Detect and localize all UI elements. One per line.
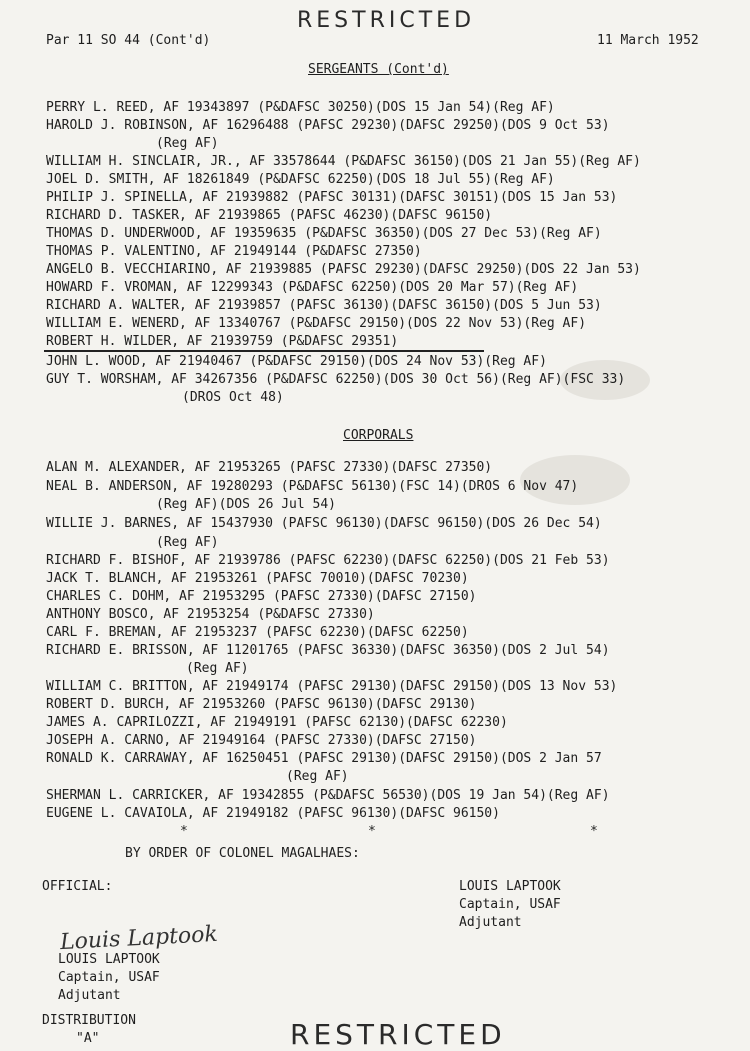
list-item: (Reg AF) bbox=[286, 769, 349, 784]
list-item: ALAN M. ALEXANDER, AF 21953265 (PAFSC 27330)(DAFSC 27350) bbox=[46, 460, 493, 475]
separator-star: * bbox=[368, 824, 376, 839]
list-item: JAMES A. CAPRILOZZI, AF 21949191 (PAFSC 62130)(DAFSC 62230) bbox=[46, 715, 508, 730]
list-item: RICHARD D. TASKER, AF 21939865 (PAFSC 46230)(DAFSC 96150) bbox=[46, 208, 493, 223]
list-item: ANGELO B. VECCHIARINO, AF 21939885 (PAFSC 29230)(DAFSC 29250)(DOS 22 Jan 53) bbox=[46, 262, 641, 277]
list-item: SHERMAN L. CARRICKER, AF 19342855 (P&DAFSC 56530)(DOS 19 Jan 54)(Reg AF) bbox=[46, 788, 610, 803]
list-item: ANTHONY BOSCO, AF 21953254 (P&DAFSC 27330) bbox=[46, 607, 375, 622]
signer-title-left: Adjutant bbox=[58, 988, 121, 1003]
strike-underline bbox=[44, 350, 484, 352]
handwritten-signature: Louis Laptook bbox=[59, 921, 219, 956]
list-item: ROBERT D. BURCH, AF 21953260 (PAFSC 96130)(DAFSC 29130) bbox=[46, 697, 477, 712]
signer-name-right: LOUIS LAPTOOK bbox=[459, 879, 561, 894]
list-item: WILLIE J. BARNES, AF 15437930 (PAFSC 96130)(DAFSC 96150)(DOS 26 Dec 54) bbox=[46, 516, 602, 531]
separator-star: * bbox=[590, 824, 598, 839]
order-reference: Par 11 SO 44 (Cont'd) bbox=[46, 33, 211, 48]
distribution-label: DISTRIBUTION bbox=[42, 1013, 136, 1028]
list-item: PERRY L. REED, AF 19343897 (P&DAFSC 30250)(DOS 15 Jan 54)(Reg AF) bbox=[46, 100, 555, 115]
list-item: NEAL B. ANDERSON, AF 19280293 (P&DAFSC 56130)(FSC 14)(DROS 6 Nov 47) bbox=[46, 479, 579, 494]
list-item: (Reg AF) bbox=[156, 136, 219, 151]
list-item: WILLIAM H. SINCLAIR, JR., AF 33578644 (P&DAFSC 36150)(DOS 21 Jan 55)(Reg AF) bbox=[46, 154, 641, 169]
restricted-stamp-bottom: RESTRICTED bbox=[290, 1018, 506, 1051]
distribution-value: "A" bbox=[76, 1031, 100, 1046]
list-item: THOMAS P. VALENTINO, AF 21949144 (P&DAFSC 27350) bbox=[46, 244, 422, 259]
list-item: (Reg AF) bbox=[186, 661, 249, 676]
list-item: CHARLES C. DOHM, AF 21953295 (PAFSC 27330)(DAFSC 27150) bbox=[46, 589, 477, 604]
official-label: OFFICIAL: bbox=[42, 879, 113, 894]
list-item: ROBERT H. WILDER, AF 21939759 (P&DAFSC 29351) bbox=[46, 334, 399, 349]
list-item: JOHN L. WOOD, AF 21940467 (P&DAFSC 29150)(DOS 24 Nov 53)(Reg AF) bbox=[46, 354, 547, 369]
list-item: HAROLD J. ROBINSON, AF 16296488 (PAFSC 29230)(DAFSC 29250)(DOS 9 Oct 53) bbox=[46, 118, 610, 133]
signer-rank-right: Captain, USAF bbox=[459, 897, 561, 912]
list-item: HOWARD F. VROMAN, AF 12299343 (P&DAFSC 62250)(DOS 20 Mar 57)(Reg AF) bbox=[46, 280, 579, 295]
list-item: THOMAS D. UNDERWOOD, AF 19359635 (P&DAFSC 36350)(DOS 27 Dec 53)(Reg AF) bbox=[46, 226, 602, 241]
list-item: PHILIP J. SPINELLA, AF 21939882 (PAFSC 30131)(DAFSC 30151)(DOS 15 Jan 53) bbox=[46, 190, 618, 205]
order-authority: BY ORDER OF COLONEL MAGALHAES: bbox=[125, 846, 360, 861]
list-item: JOSEPH A. CARNO, AF 21949164 (PAFSC 27330)(DAFSC 27150) bbox=[46, 733, 477, 748]
list-item: (DROS Oct 48) bbox=[182, 390, 284, 405]
corporals-heading: CORPORALS bbox=[343, 428, 414, 443]
sergeants-heading: SERGEANTS (Cont'd) bbox=[308, 62, 449, 77]
list-item: RICHARD F. BISHOF, AF 21939786 (PAFSC 62230)(DAFSC 62250)(DOS 21 Feb 53) bbox=[46, 553, 610, 568]
order-date: 11 March 1952 bbox=[597, 33, 699, 48]
signer-title-right: Adjutant bbox=[459, 915, 522, 930]
list-item: CARL F. BREMAN, AF 21953237 (PAFSC 62230)(DAFSC 62250) bbox=[46, 625, 469, 640]
list-item: EUGENE L. CAVAIOLA, AF 21949182 (PAFSC 96130)(DAFSC 96150) bbox=[46, 806, 500, 821]
signer-rank-left: Captain, USAF bbox=[58, 970, 160, 985]
list-item: GUY T. WORSHAM, AF 34267356 (P&DAFSC 62250)(DOS 30 Oct 56)(Reg AF)(FSC 33) bbox=[46, 372, 626, 387]
list-item: (Reg AF) bbox=[156, 535, 219, 550]
list-item: RICHARD E. BRISSON, AF 11201765 (PAFSC 36330)(DAFSC 36350)(DOS 2 Jul 54) bbox=[46, 643, 610, 658]
list-item: WILLIAM C. BRITTON, AF 21949174 (PAFSC 29130)(DAFSC 29150)(DOS 13 Nov 53) bbox=[46, 679, 618, 694]
list-item: RICHARD A. WALTER, AF 21939857 (PAFSC 36130)(DAFSC 36150)(DOS 5 Jun 53) bbox=[46, 298, 602, 313]
list-item: JACK T. BLANCH, AF 21953261 (PAFSC 70010)(DAFSC 70230) bbox=[46, 571, 469, 586]
restricted-stamp-top: RESTRICTED bbox=[297, 8, 476, 33]
list-item: (Reg AF)(DOS 26 Jul 54) bbox=[156, 497, 337, 512]
list-item: JOEL D. SMITH, AF 18261849 (P&DAFSC 62250)(DOS 18 Jul 55)(Reg AF) bbox=[46, 172, 555, 187]
list-item: WILLIAM E. WENERD, AF 13340767 (P&DAFSC 29150)(DOS 22 Nov 53)(Reg AF) bbox=[46, 316, 587, 331]
list-item: RONALD K. CARRAWAY, AF 16250451 (PAFSC 29130)(DAFSC 29150)(DOS 2 Jan 57 bbox=[46, 751, 602, 766]
signer-name-left: LOUIS LAPTOOK bbox=[58, 952, 160, 967]
separator-star: * bbox=[180, 824, 188, 839]
